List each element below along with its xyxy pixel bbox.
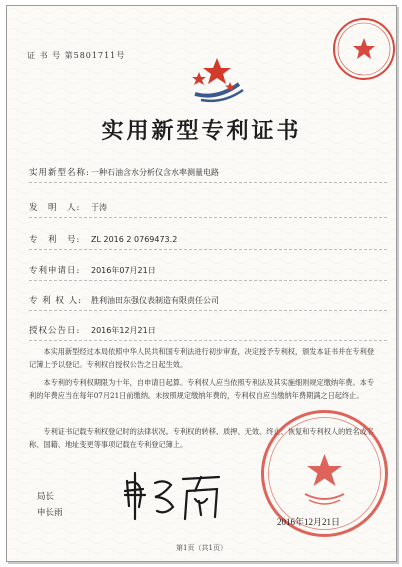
director-signature xyxy=(115,461,235,531)
divider xyxy=(29,310,387,311)
field-utility-model-name xyxy=(29,166,219,178)
paragraph-term: 本专利的专利权期限为十年，自申请日起算。专利权人应当依照专利法及其实施细则规定缴纳年费。本专利的年费应当在每年07月21日前缴纳。未按照规定缴纳年费的，专利权自应当缴纳年费期满之日起终止。 xyxy=(29,378,375,400)
field-value: 胜利油田东强仪表制造有限责任公司 xyxy=(91,296,219,305)
field-label: 专 利 号: xyxy=(29,235,81,245)
paragraph-grant: 本实用新型经过本局依照中华人民共和国专利法进行初步审查，决定授予专利权，颁发本证书并在专利登记簿上予以登记。专利权自授权公告之日起生效。 xyxy=(29,347,375,369)
director-title: 局长 xyxy=(37,491,55,501)
field-label: 实用新型名称: xyxy=(29,168,90,178)
field-label: 发 明 人: xyxy=(29,203,81,213)
page-number: 第1页（共1页） xyxy=(176,544,227,552)
field-value: 于涛 xyxy=(91,203,107,212)
field-value: 2016年07月21日 xyxy=(91,266,156,275)
field-inventor xyxy=(29,201,107,213)
field-patent-number xyxy=(29,233,177,245)
certificate-sheet xyxy=(6,5,397,562)
field-value: 2016年12月21日 xyxy=(91,326,156,335)
body-text xyxy=(29,377,379,402)
field-value: ZL 2016 2 0769473.2 xyxy=(91,235,178,244)
divider xyxy=(29,217,387,218)
paragraph-legal-status: 专利证书记载专利权登记时的法律状况。专利权的转移、质押、无效、终止、恢复和专利权人的姓名或名称、国籍、地址变更等事项记载在专利登记簿上。 xyxy=(29,427,375,449)
field-label: 专利申请日: xyxy=(29,266,81,276)
top-red-seal xyxy=(331,16,397,82)
field-value: 一种石油含水分析仪含水率测量电路 xyxy=(91,168,219,177)
cnipa-emblem-icon xyxy=(183,54,247,104)
certificate-title: 实用新型专利证书 xyxy=(101,118,302,144)
director-name: 申长雨 xyxy=(37,507,63,517)
field-patentee xyxy=(29,294,219,306)
divider xyxy=(29,280,387,281)
field-application-date xyxy=(29,264,156,276)
certificate-number: 证 书 号 第5801711号 xyxy=(27,51,126,60)
divider xyxy=(29,340,387,341)
field-label: 授权公告日: xyxy=(29,326,81,336)
body-text xyxy=(29,346,379,371)
divider xyxy=(29,182,387,183)
seal-date: 2016年12月21日 xyxy=(277,517,341,527)
divider xyxy=(29,249,387,250)
field-grant-date xyxy=(29,324,156,336)
field-label: 专 利 权 人: xyxy=(29,296,82,306)
